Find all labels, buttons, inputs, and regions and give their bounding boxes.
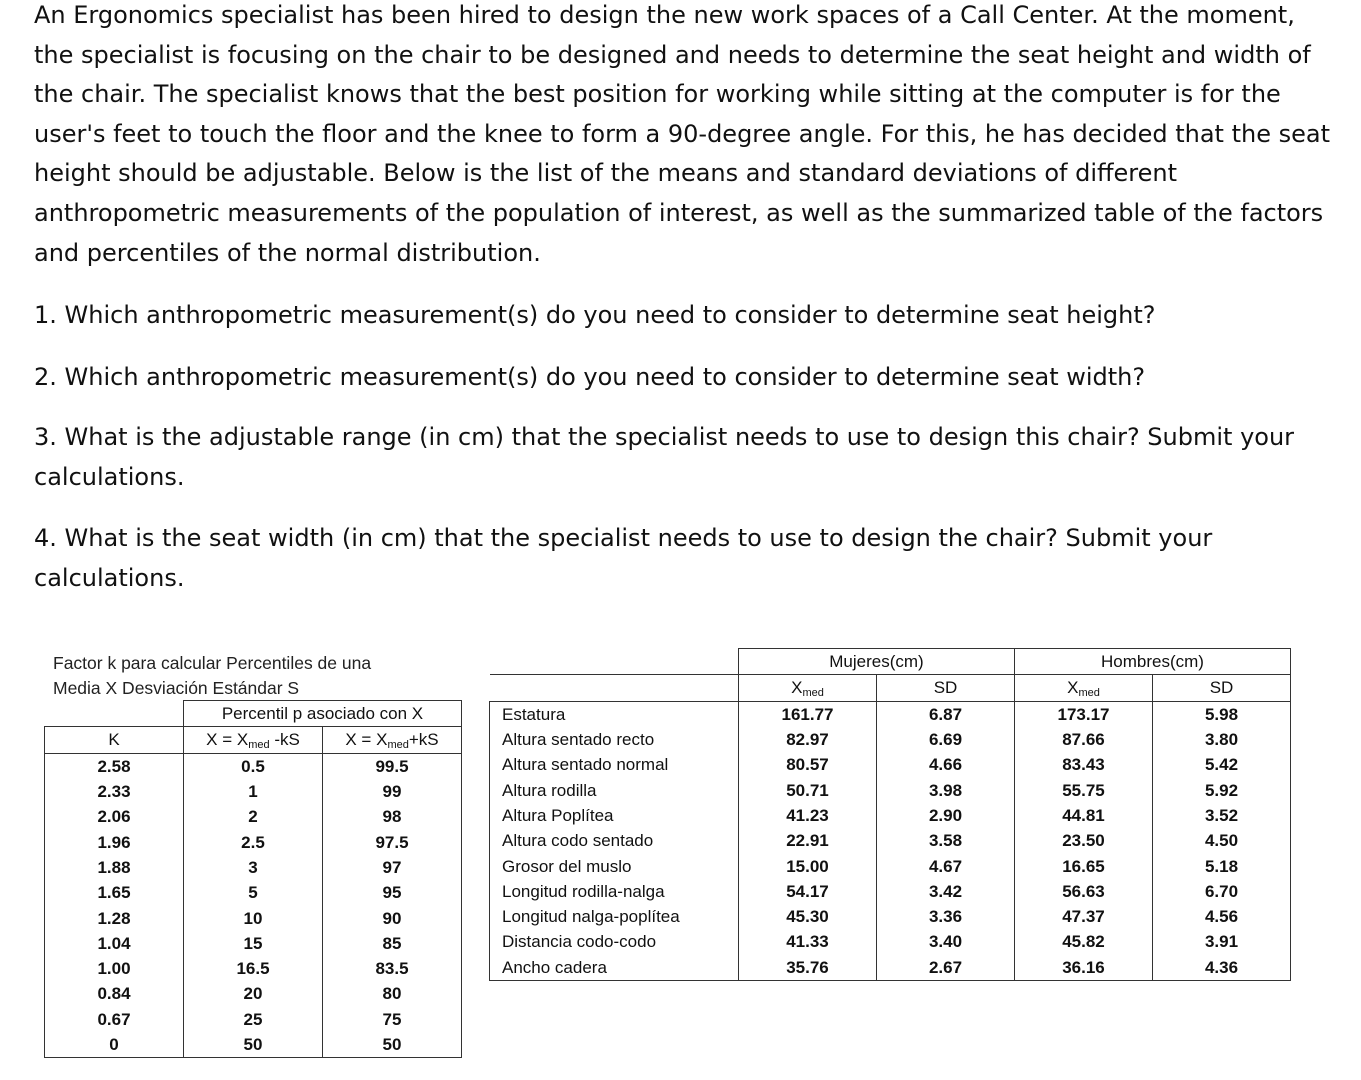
women-sd: 6.69 <box>877 727 1015 752</box>
women-mean: 82.97 <box>739 727 877 752</box>
women-mean: 22.91 <box>739 828 877 853</box>
measurement-name: Altura sentado recto <box>490 727 739 752</box>
women-header: Mujeres(cm) <box>739 649 1015 675</box>
women-sd: 3.36 <box>877 904 1015 929</box>
anthro-table-row <box>490 701 1291 727</box>
women-sd: 2.67 <box>877 955 1015 981</box>
men-mean: 16.65 <box>1015 853 1153 878</box>
k-value: 2.58 <box>45 753 184 779</box>
k-table-row <box>45 829 462 854</box>
women-mean: 50.71 <box>739 777 877 802</box>
k-value: 1.04 <box>45 931 184 956</box>
percentile-low: 20 <box>184 981 323 1006</box>
k-value: 1.96 <box>45 829 184 854</box>
anthro-table-row <box>490 955 1291 981</box>
men-mean: 87.66 <box>1015 727 1153 752</box>
percentile-low: 16.5 <box>184 956 323 981</box>
percentile-low: 10 <box>184 905 323 930</box>
k-value: 1.88 <box>45 855 184 880</box>
k-table-row <box>45 855 462 880</box>
percentile-low: 2.5 <box>184 829 323 854</box>
men-sd: 5.18 <box>1153 853 1291 878</box>
percentile-high: 99 <box>323 779 462 804</box>
women-mean: 41.33 <box>739 929 877 954</box>
percentile-low: 5 <box>184 880 323 905</box>
women-sd: 3.98 <box>877 777 1015 802</box>
percentile-high: 83.5 <box>323 956 462 981</box>
percentile-high: 99.5 <box>323 753 462 779</box>
women-mean: 45.30 <box>739 904 877 929</box>
anthro-table-row <box>490 777 1291 802</box>
k-value: 2.33 <box>45 779 184 804</box>
k-value: 0.67 <box>45 1007 184 1032</box>
anthro-table-row <box>490 879 1291 904</box>
k-value: 2.06 <box>45 804 184 829</box>
percentile-low: 50 <box>184 1032 323 1058</box>
women-sd: 3.42 <box>877 879 1015 904</box>
women-mean: 41.23 <box>739 803 877 828</box>
women-sd: 4.66 <box>877 752 1015 777</box>
women-sd: 6.87 <box>877 701 1015 727</box>
men-mean: 173.17 <box>1015 701 1153 727</box>
measurement-name: Altura codo sentado <box>490 828 739 853</box>
k-table-row <box>45 804 462 829</box>
k-table-caption-line2: Media X Desviación Estándar S <box>53 678 300 698</box>
k-table-row <box>45 981 462 1006</box>
measurement-name: Altura sentado normal <box>490 752 739 777</box>
measurement-name: Altura Poplítea <box>490 803 739 828</box>
measurement-name: Estatura <box>490 701 739 727</box>
men-sd-header: SD <box>1153 675 1291 701</box>
men-mean: 83.43 <box>1015 752 1153 777</box>
men-mean: 23.50 <box>1015 828 1153 853</box>
question-3: 3. What is the adjustable range (in cm) that the specialist needs to use to design this chair? Submit your calculations. <box>34 423 1295 491</box>
women-mean: 15.00 <box>739 853 877 878</box>
women-mean: 54.17 <box>739 879 877 904</box>
k-table-row <box>45 956 462 981</box>
men-mean-header: $X_{med}$ <box>1015 675 1153 701</box>
women-mean: 35.76 <box>739 955 877 981</box>
men-sd: 5.98 <box>1153 701 1291 727</box>
k-col-header: K <box>45 727 184 753</box>
men-sd: 6.70 <box>1153 879 1291 904</box>
k-table-row <box>45 931 462 956</box>
measurement-name: Longitud nalga-poplítea <box>490 904 739 929</box>
k-table-caption-line1: Factor k para calcular Percentiles de una <box>53 653 372 673</box>
percentile-high: 50 <box>323 1032 462 1058</box>
measurement-name: Distancia codo-codo <box>490 929 739 954</box>
question-1: 1. Which anthropometric measurement(s) do you need to consider to determine seat height? <box>34 301 1156 329</box>
k-table-row <box>45 905 462 930</box>
k-col-low-header: $X = X_{med}$ -kS <box>184 727 323 753</box>
women-mean-header: $X_{med}$ <box>739 675 877 701</box>
measurement-name: Ancho cadera <box>490 955 739 981</box>
anthropometric-table <box>489 648 1291 981</box>
percentile-low: 2 <box>184 804 323 829</box>
anthro-table-row <box>490 727 1291 752</box>
k-value: 0 <box>45 1032 184 1058</box>
men-mean: 36.16 <box>1015 955 1153 981</box>
men-sd: 5.42 <box>1153 752 1291 777</box>
k-table-row <box>45 1032 462 1058</box>
k-value: 1.28 <box>45 905 184 930</box>
percentile-high: 80 <box>323 981 462 1006</box>
men-sd: 4.36 <box>1153 955 1291 981</box>
k-table-row <box>45 880 462 905</box>
question-2: 2. Which anthropometric measurement(s) do you need to consider to determine seat width? <box>34 363 1146 391</box>
anthro-table-row <box>490 904 1291 929</box>
men-mean: 55.75 <box>1015 777 1153 802</box>
men-sd: 3.52 <box>1153 803 1291 828</box>
men-sd: 5.92 <box>1153 777 1291 802</box>
men-mean: 44.81 <box>1015 803 1153 828</box>
percentile-high: 85 <box>323 931 462 956</box>
measurement-name: Grosor del muslo <box>490 853 739 878</box>
men-sd: 3.91 <box>1153 929 1291 954</box>
men-mean: 47.37 <box>1015 904 1153 929</box>
percentile-high: 98 <box>323 804 462 829</box>
measurement-name: Longitud rodilla-nalga <box>490 879 739 904</box>
k-value: 1.00 <box>45 956 184 981</box>
percentile-high: 97.5 <box>323 829 462 854</box>
k-value: 0.84 <box>45 981 184 1006</box>
women-sd: 3.40 <box>877 929 1015 954</box>
men-sd: 4.56 <box>1153 904 1291 929</box>
question-4: 4. What is the seat width (in cm) that the specialist needs to use to design the chair? Submit your calculations. <box>34 524 1213 592</box>
men-mean: 45.82 <box>1015 929 1153 954</box>
women-sd-header: SD <box>877 675 1015 701</box>
k-factor-table <box>44 700 462 1058</box>
women-mean: 80.57 <box>739 752 877 777</box>
k-table-row <box>45 779 462 804</box>
percentile-low: 15 <box>184 931 323 956</box>
percentile-high: 95 <box>323 880 462 905</box>
k-table-row <box>45 753 462 779</box>
women-mean: 161.77 <box>739 701 877 727</box>
anthro-table-row <box>490 828 1291 853</box>
k-value: 1.65 <box>45 880 184 905</box>
women-sd: 3.58 <box>877 828 1015 853</box>
men-header: Hombres(cm) <box>1015 649 1291 675</box>
k-group-header: Percentil p asociado con X <box>184 701 462 727</box>
percentile-high: 75 <box>323 1007 462 1032</box>
anthro-table-row <box>490 752 1291 777</box>
percentile-low: 3 <box>184 855 323 880</box>
women-sd: 4.67 <box>877 853 1015 878</box>
men-mean: 56.63 <box>1015 879 1153 904</box>
percentile-low: 25 <box>184 1007 323 1032</box>
women-sd: 2.90 <box>877 803 1015 828</box>
k-table-row <box>45 1007 462 1032</box>
measurement-name: Altura rodilla <box>490 777 739 802</box>
men-sd: 4.50 <box>1153 828 1291 853</box>
percentile-low: 0.5 <box>184 753 323 779</box>
anthro-table-row <box>490 929 1291 954</box>
percentile-high: 90 <box>323 905 462 930</box>
k-table-caption <box>53 651 371 701</box>
problem-intro: An Ergonomics specialist has been hired to design the new work spaces of a Call Center. At the moment, the specialist is focusing on the chair to be designed and needs to determine the seat height and width of the chair. The specialist knows that the best position for working while sitting at the computer is for the user's feet to touch the floor and the knee to form a 90-degree angle. For this, he has decided that the seat height should be adjustable. Below is the list of the means and standard deviations of different anthropometric measurements of the population of interest, as well as the summarized table of the factors and percentiles of the normal distribution. <box>34 1 1330 267</box>
percentile-high: 97 <box>323 855 462 880</box>
anthro-table-row <box>490 803 1291 828</box>
k-col-high-header: $X = X_{med}+kS$ <box>323 727 462 753</box>
anthro-table-row <box>490 853 1291 878</box>
men-sd: 3.80 <box>1153 727 1291 752</box>
percentile-low: 1 <box>184 779 323 804</box>
